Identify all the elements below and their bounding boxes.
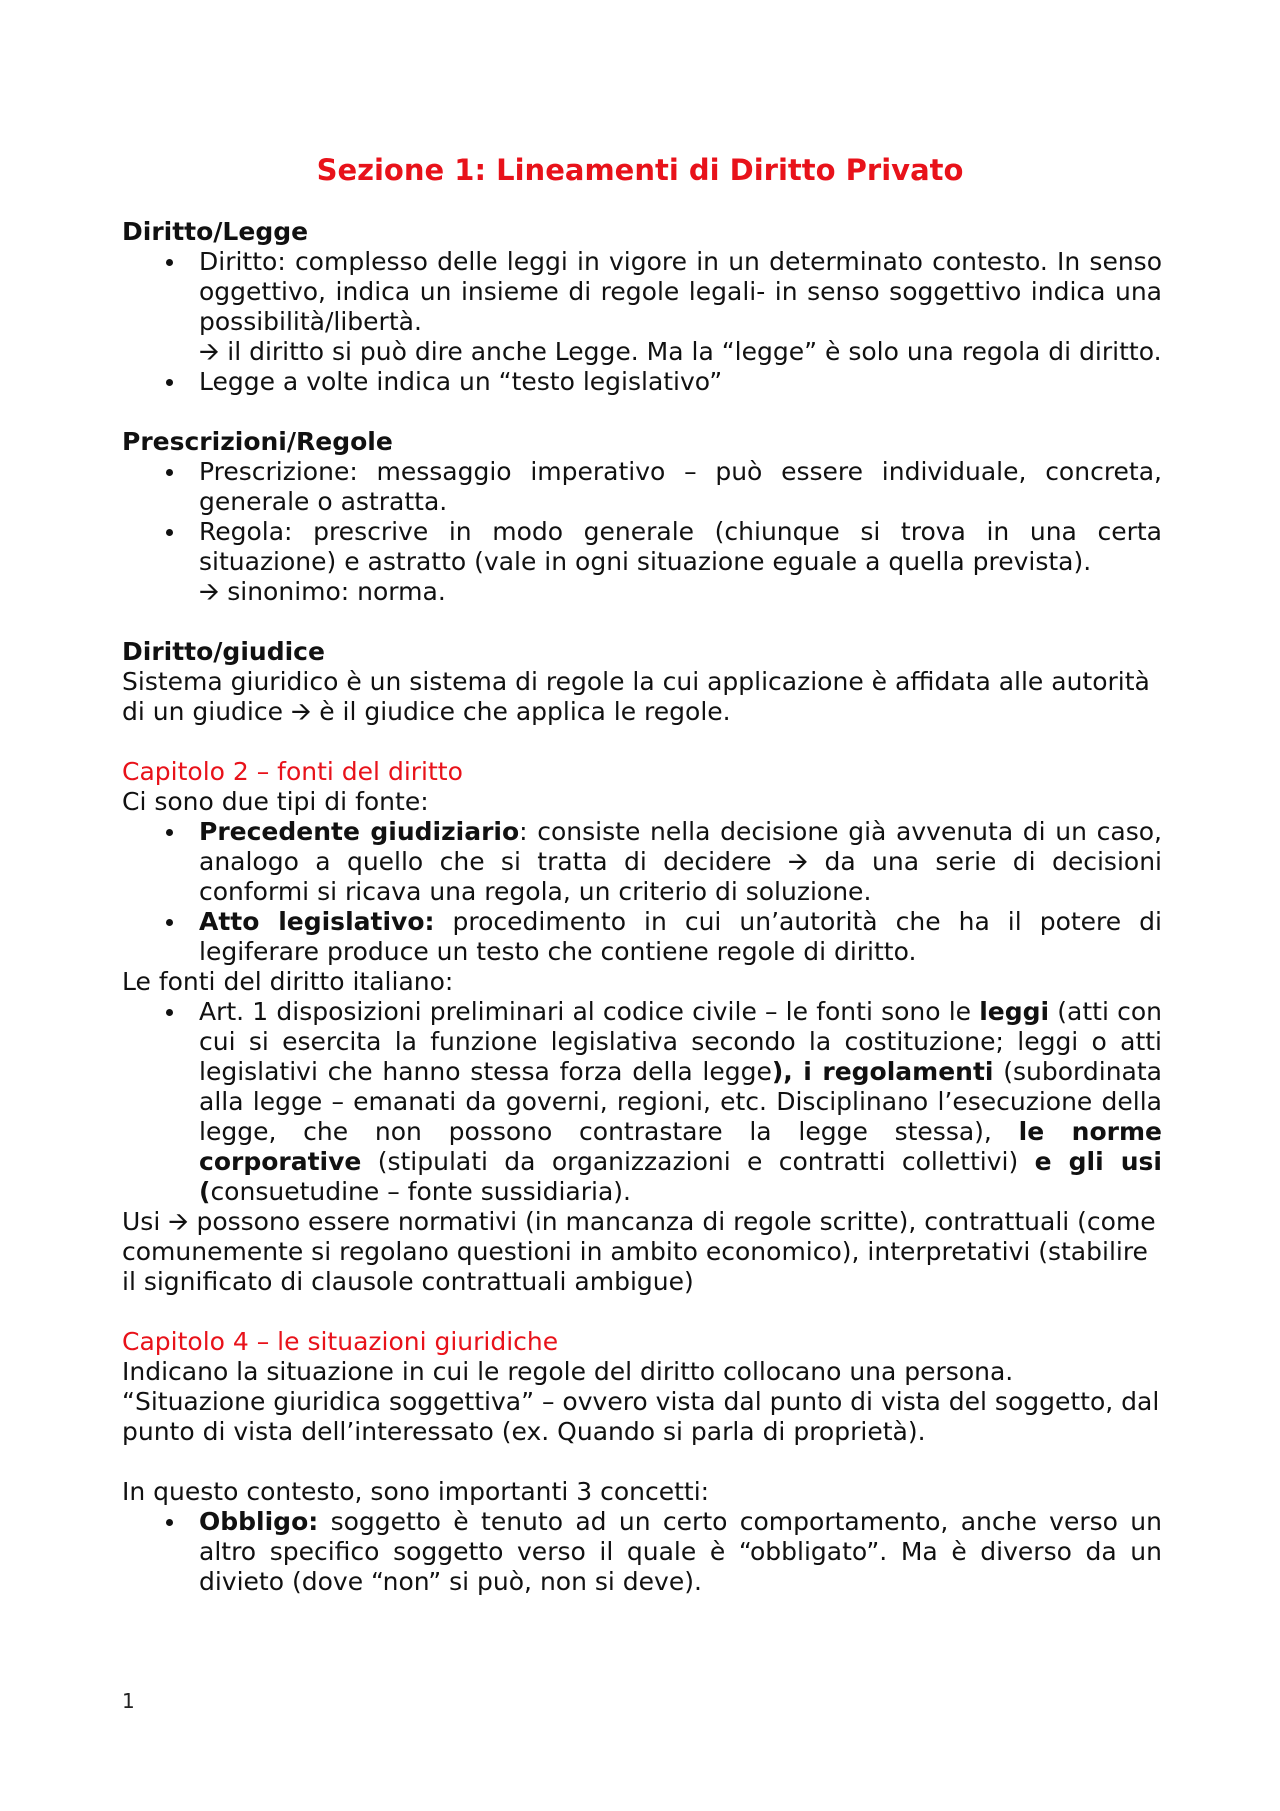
list-item xyxy=(122,517,1162,607)
list-item xyxy=(122,907,1162,967)
list-tipi-fonte xyxy=(122,817,1162,967)
list-item xyxy=(122,367,1162,397)
bullet-text: procedimento in cui un’autorità che ha il potere di legiferare produce un testo che contiene regole di diritto. xyxy=(199,907,1162,966)
bold-term: Atto legislativo: xyxy=(199,907,435,936)
bullet-text: Prescrizione: messaggio imperativo – può essere individuale, concreta, generale o astratta. xyxy=(199,457,1162,516)
bold-term: e gli usi ( xyxy=(199,1147,1162,1206)
heading-capitolo-4: Capitolo 4 – le situazioni giuridiche xyxy=(122,1327,559,1356)
page-title: Sezione 1: Lineamenti di Diritto Privato xyxy=(316,153,964,187)
bullet-text: consuetudine – fonte sussidiaria). xyxy=(210,1177,631,1206)
bullet-continuation: 🡪 sinonimo: norma. xyxy=(199,577,446,606)
paragraph-situazioni: Indicano la situazione in cui le regole del diritto collocano una persona. “Situazione giuridica soggettiva” – ovvero vista dal punto di vista del soggetto, dal punto di vista dell’interessato (ex. Quando si parla di proprietà). xyxy=(122,1357,1160,1446)
bold-term: ), i regolamenti xyxy=(771,1057,994,1086)
bullet-continuation: 🡪 il diritto si può dire anche Legge. Ma la “legge” è solo una regola di diritto. xyxy=(199,337,1162,366)
list-concetti xyxy=(122,1507,1162,1597)
document-body xyxy=(122,217,1162,1597)
heading-capitolo-2: Capitolo 2 – fonti del diritto xyxy=(122,757,463,786)
bullet-text: soggetto è tenuto ad un certo comportamento, anche verso un altro specifico soggetto verso il quale è “obbligato”. Ma è diverso da un divieto (dove “non” si può, non si deve). xyxy=(199,1507,1162,1596)
bold-term: leggi xyxy=(979,997,1050,1026)
bullet-text: (atti con cui si esercita la funzione legislativa secondo la costituzione; leggi o atti legislativi che hanno stessa forza della legge xyxy=(199,997,1162,1086)
heading-diritto-giudice: Diritto/giudice xyxy=(122,637,325,666)
bullet-text: Legge a volte indica un “testo legislativo” xyxy=(199,367,723,396)
list-item xyxy=(122,997,1162,1207)
paragraph-fonti-italiano: Le fonti del diritto italiano: xyxy=(122,967,454,996)
paragraph-sistema-giuridico: Sistema giuridico è un sistema di regole la cui applicazione è affidata alle autorità di un giudice 🡪 è il giudice che applica le regole. xyxy=(122,667,1150,726)
bullet-text: : consiste nella decisione già avvenuta di un caso, analogo a quello che si tratta di decidere 🡪 da una serie di decisioni conformi si ricava una regola, un criterio di soluzione. xyxy=(199,817,1162,906)
paragraph-concetti: In questo contesto, sono importanti 3 concetti: xyxy=(122,1477,710,1506)
bold-term: le norme corporative xyxy=(199,1117,1162,1176)
list-item xyxy=(122,817,1162,907)
bullet-text: (stipulati da organizzazioni e contratti collettivi) xyxy=(361,1147,1035,1176)
bold-term: Precedente giudiziario xyxy=(199,817,520,846)
list-item xyxy=(122,247,1162,367)
bullet-text: Art. 1 disposizioni preliminari al codice civile – le fonti sono le xyxy=(199,997,980,1026)
list-fonti-italiano xyxy=(122,997,1162,1207)
page-number: 1 xyxy=(122,1689,135,1713)
bullet-text: Regola: prescrive in modo generale (chiunque si trova in una certa situazione) e astratto (vale in ogni situazione eguale a quella prevista). xyxy=(199,517,1162,576)
heading-diritto-legge: Diritto/Legge xyxy=(122,217,309,246)
heading-prescrizioni-regole: Prescrizioni/Regole xyxy=(122,427,393,456)
list-diritto-legge xyxy=(122,247,1162,397)
bold-term: Obbligo: xyxy=(199,1507,319,1536)
list-item xyxy=(122,1507,1162,1597)
bullet-text: Diritto: complesso delle leggi in vigore in un determinato contesto. In senso oggettivo, indica un insieme di regole legali- in senso soggettivo indica una possibilità/libertà. xyxy=(199,247,1162,336)
list-item xyxy=(122,457,1162,517)
paragraph-intro-fonti: Ci sono due tipi di fonte: xyxy=(122,787,429,816)
bullet-text: (subordinata alla legge – emanati da governi, regioni, etc. Disciplinano l’esecuzione della legge, che non possono contrastare la legge stessa), xyxy=(199,1057,1162,1146)
list-prescrizioni xyxy=(122,457,1162,607)
paragraph-usi: Usi 🡪 possono essere normativi (in mancanza di regole scritte), contrattuali (come comunemente si regolano questioni in ambito economico), interpretativi (stabilire il significato di clausole contrattuali ambigue) xyxy=(122,1207,1156,1296)
